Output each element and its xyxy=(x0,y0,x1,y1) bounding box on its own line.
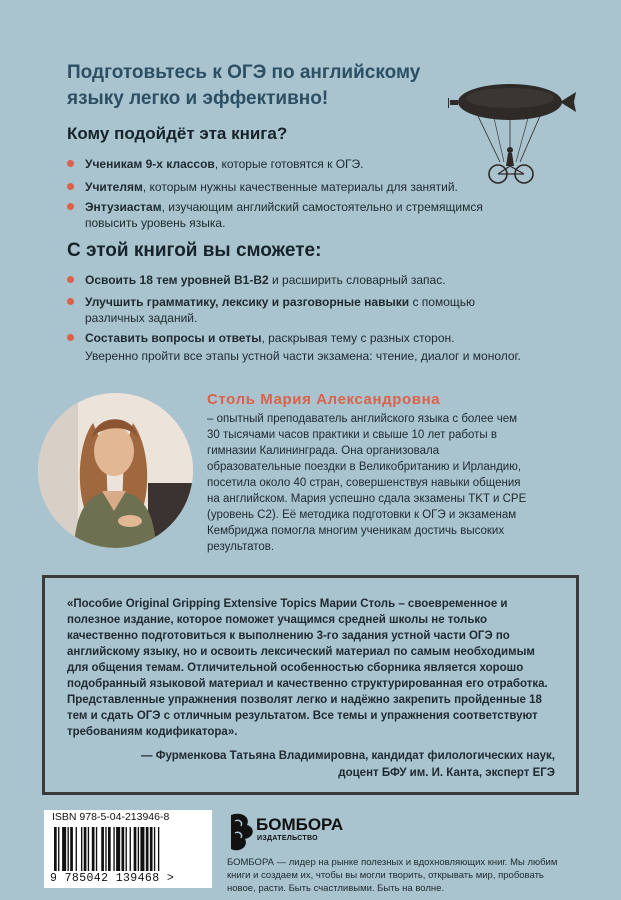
can-item-1-text: и расширить словарный запас. xyxy=(268,273,446,287)
can-item-2-text: с помощью различных заданий. xyxy=(85,295,476,325)
bullet-dot-icon xyxy=(67,298,74,305)
quote-text: «Пособие Original Gripping Extensive Topics Марии Столь – своевременное и полезное издание, которое поможет учащимся средней школы не только качественно подготовиться к выполнению 3-го задания устной части ОГЭ по английскому языку, но и освоить лексический материал по самым необходимым для общения темам. Отличительной особенностью сборника является хорошо подобранный языковой материал и качественно структурированная его отработка. Представленные упражнения позволят легко и надёжно закрепить пройденные 18 тем и сдать ОГЭ с отличным результатом. Все темы и упражнения соответствуют требованиям кодификатора». xyxy=(67,598,548,738)
who-item-3-bold: Энтузиастам xyxy=(85,200,162,214)
can-item-3-text: , раскрывая тему с разных сторон. xyxy=(261,331,455,345)
author-bio: – опытный преподаватель английского языка с более чем 30 тысячами часов практики и свыше 10 лет работы в гимназии Калининграда. Она организовала образовательные поездки в Великобританию и Ирландию, посетила около 40 стран, совершенствуя навыки общения на английском. Мария успешно сдала экзамены TKT и CPE (уровень C2). Её методика подготовки к ОГЭ и экзаменам Кембриджа помогла многим ученикам достичь высоких результатов. xyxy=(207,413,527,553)
publisher-subtitle: ИЗДАТЕЛЬСТВО xyxy=(257,835,318,842)
publisher-blurb: БОМБОРА — лидер на рынке полезных и вдохновляющих книг. Мы любим книги и создаем их, чтобы вы могли творить, открывать мир, пробовать новое, расти. Быть счастливыми. Быть на волне. xyxy=(227,857,558,894)
airship-illustration xyxy=(448,70,578,190)
who-item-3-text: , изучающим английский самостоятельно и стремящимся повысить уровень языка. xyxy=(85,200,483,230)
can-item-2-bold: Улучшить грамматику, лексику и разговорные навыки xyxy=(85,295,410,309)
headline-line-1: Подготовьтесь к ОГЭ по английскому xyxy=(67,62,421,83)
quote-signature xyxy=(100,748,555,782)
isbn-text: ISBN 978-5-04-213946-8 xyxy=(52,811,170,823)
headline xyxy=(67,60,487,112)
bullet-dot-icon xyxy=(67,203,74,210)
can-section-title: С этой книгой вы сможете: xyxy=(67,240,322,261)
bullet-dot-icon xyxy=(67,160,74,167)
who-item-2-text: , которым нужны качественные материалы для занятий. xyxy=(142,180,458,194)
can-item-1 xyxy=(67,272,517,288)
can-item-2 xyxy=(67,294,537,326)
barcode-number: 9 785042 139468 > xyxy=(50,872,175,885)
who-item-2-bold: Учителям xyxy=(85,180,143,194)
who-item-1-text: , которые готовятся к ОГЭ. xyxy=(214,157,364,171)
barcode-image xyxy=(52,827,202,871)
who-item-3 xyxy=(67,199,507,231)
can-plain-line: Уверенно пройти все этапы устной части экзамена: чтение, диалог и монолог. xyxy=(85,349,521,363)
author-photo xyxy=(38,393,193,548)
quote-signature-line-1: — Фурменкова Татьяна Владимировна, кандидат филологических наук, xyxy=(141,750,555,762)
publisher-name: БОМБОРА xyxy=(256,815,344,834)
author-name: Столь Мария Александровна xyxy=(207,391,441,408)
who-section-title: Кому подойдёт эта книга? xyxy=(67,124,288,143)
can-item-3 xyxy=(67,330,517,346)
who-item-1 xyxy=(67,156,517,172)
bullet-dot-icon xyxy=(67,276,74,283)
bullet-dot-icon xyxy=(67,183,74,190)
quote-signature-line-2: доцент БФУ им. И. Канта, эксперт ЕГЭ xyxy=(338,767,555,779)
can-item-1-bold: Освоить 18 тем уровней B1-B2 xyxy=(85,273,269,287)
headline-line-2: языку легко и эффективно! xyxy=(67,88,329,109)
bullet-dot-icon xyxy=(67,334,74,341)
who-item-1-bold: Ученикам 9-х классов xyxy=(85,157,215,171)
who-item-2 xyxy=(67,179,517,195)
can-item-3-bold: Составить вопросы и ответы xyxy=(85,331,262,345)
